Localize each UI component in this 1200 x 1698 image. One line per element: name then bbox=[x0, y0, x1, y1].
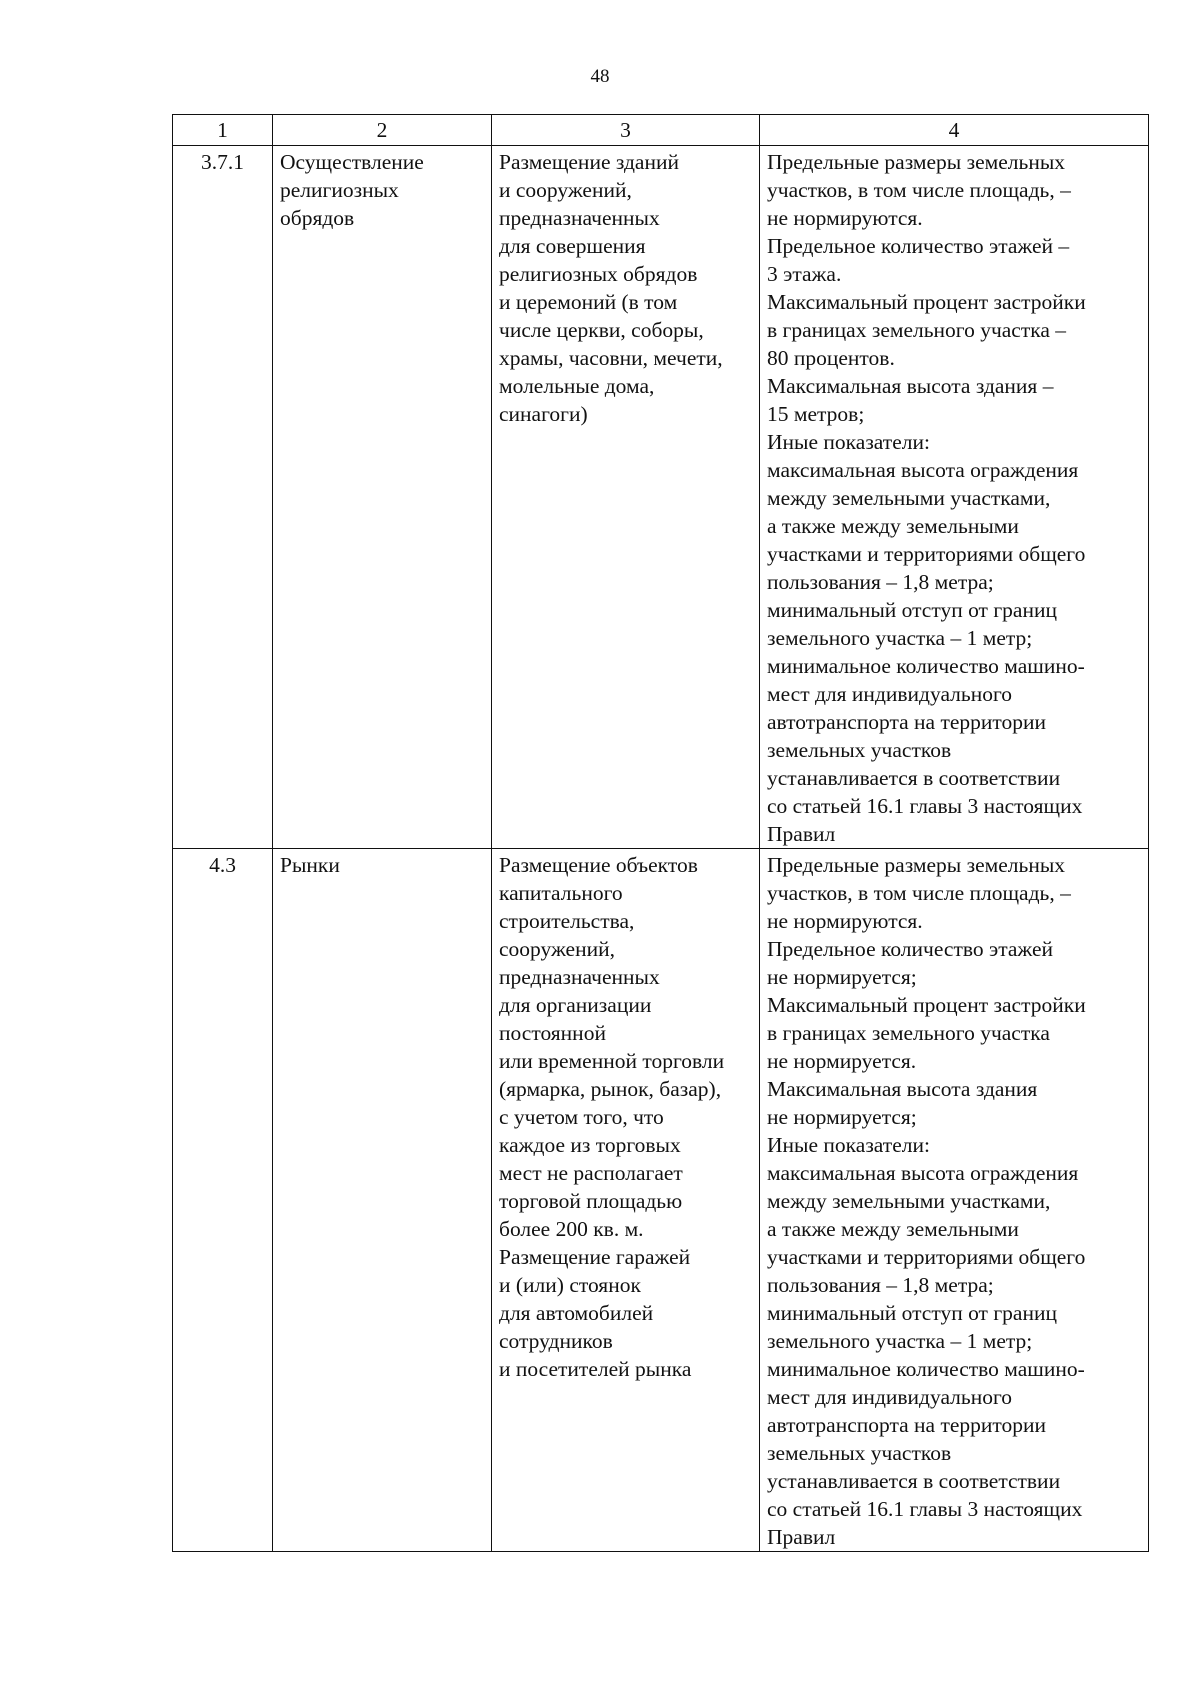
text-line: более 200 кв. м. bbox=[499, 1217, 644, 1241]
text-line: Рынки bbox=[280, 853, 340, 877]
text-line: и сооружений, bbox=[499, 178, 632, 202]
row-name bbox=[273, 146, 492, 849]
text-line: Размещение объектов bbox=[499, 853, 698, 877]
text-line: пользования – 1,8 метра; bbox=[767, 570, 994, 594]
text-line: мест для индивидуального bbox=[767, 1385, 1013, 1409]
text-line: устанавливается в соответствии bbox=[767, 1469, 1061, 1493]
text-line: и посетителей рынка bbox=[499, 1357, 692, 1381]
text-line: земельного участка – 1 метр; bbox=[767, 626, 1033, 650]
row-parameters bbox=[760, 146, 1149, 849]
text-line: Максимальный процент застройки bbox=[767, 290, 1086, 314]
text-line: в границах земельного участка bbox=[767, 1021, 1050, 1045]
text-line: Размещение гаражей bbox=[499, 1245, 691, 1269]
text-line: Предельное количество этажей bbox=[767, 937, 1054, 961]
text-line: 80 процентов. bbox=[767, 346, 895, 370]
row-name bbox=[273, 849, 492, 1552]
text-line: или временной торговли bbox=[499, 1049, 725, 1073]
text-line: минимальное количество машино- bbox=[767, 1357, 1085, 1381]
text-line: числе церкви, соборы, bbox=[499, 318, 704, 342]
text-line: с учетом того, что bbox=[499, 1105, 664, 1129]
text-line: 3 этажа. bbox=[767, 262, 842, 286]
text-line: Иные показатели: bbox=[767, 1133, 930, 1157]
page-number: 48 bbox=[590, 66, 610, 87]
text-line: Предельные размеры земельных bbox=[767, 150, 1066, 174]
text-line: максимальная высота ограждения bbox=[767, 1161, 1079, 1185]
text-line: Правил bbox=[767, 1525, 836, 1549]
text-line: земельных участков bbox=[767, 1441, 952, 1465]
text-line: предназначенных bbox=[499, 965, 660, 989]
text-line: Размещение зданий bbox=[499, 150, 679, 174]
text-line: не нормируется; bbox=[767, 1105, 917, 1129]
text-line: участков, в том числе площадь, – bbox=[767, 178, 1071, 202]
text-line: а также между земельными bbox=[767, 514, 1019, 538]
text-line: в границах земельного участка – bbox=[767, 318, 1067, 342]
column-number-3: 3 bbox=[492, 115, 760, 146]
text-line: Осуществление bbox=[280, 150, 424, 174]
text-line: а также между земельными bbox=[767, 1217, 1019, 1241]
text-line: не нормируется. bbox=[767, 1049, 917, 1073]
text-line: автотранспорта на территории bbox=[767, 710, 1047, 734]
zoning-table bbox=[172, 114, 1149, 1552]
text-line: для организации bbox=[499, 993, 652, 1017]
column-number-2: 2 bbox=[273, 115, 492, 146]
text-line: религиозных обрядов bbox=[499, 262, 698, 286]
text-line: Максимальный процент застройки bbox=[767, 993, 1086, 1017]
text-line: не нормируются. bbox=[767, 206, 923, 230]
text-line: постоянной bbox=[499, 1021, 606, 1045]
text-line: храмы, часовни, мечети, bbox=[499, 346, 723, 370]
text-line: (ярмарка, рынок, базар), bbox=[499, 1077, 722, 1101]
text-line: Максимальная высота здания – bbox=[767, 374, 1054, 398]
text-line: для совершения bbox=[499, 234, 646, 258]
text-line: и церемоний (в том bbox=[499, 290, 678, 314]
text-line: не нормируются. bbox=[767, 909, 923, 933]
text-line: устанавливается в соответствии bbox=[767, 766, 1061, 790]
text-line: капитального bbox=[499, 881, 623, 905]
text-line: максимальная высота ограждения bbox=[767, 458, 1079, 482]
text-line: Предельные размеры земельных bbox=[767, 853, 1066, 877]
text-line: сооружений, bbox=[499, 937, 615, 961]
text-line: синагоги) bbox=[499, 402, 588, 426]
text-line: участков, в том числе площадь, – bbox=[767, 881, 1071, 905]
text-line: земельных участков bbox=[767, 738, 952, 762]
text-line: мест не располагает bbox=[499, 1161, 683, 1185]
row-code: 3.7.1 bbox=[173, 146, 273, 849]
text-line: не нормируется; bbox=[767, 965, 917, 989]
text-line: между земельными участками, bbox=[767, 1189, 1051, 1213]
text-line: автотранспорта на территории bbox=[767, 1413, 1047, 1437]
row-description bbox=[492, 146, 760, 849]
text-line: минимальный отступ от границ bbox=[767, 598, 1057, 622]
text-line: между земельными участками, bbox=[767, 486, 1051, 510]
text-line: мест для индивидуального bbox=[767, 682, 1013, 706]
table-header-row bbox=[173, 115, 1149, 146]
column-number-1: 1 bbox=[173, 115, 273, 146]
text-line: молельные дома, bbox=[499, 374, 655, 398]
text-line: минимальный отступ от границ bbox=[767, 1301, 1057, 1325]
text-line: для автомобилей bbox=[499, 1301, 654, 1325]
text-line: участками и территориями общего bbox=[767, 1245, 1086, 1269]
text-line: каждое из торговых bbox=[499, 1133, 681, 1157]
text-line: пользования – 1,8 метра; bbox=[767, 1273, 994, 1297]
text-line: торговой площадью bbox=[499, 1189, 683, 1213]
row-parameters bbox=[760, 849, 1149, 1552]
text-line: 15 метров; bbox=[767, 402, 865, 426]
table-row bbox=[173, 146, 1149, 849]
text-line: Максимальная высота здания bbox=[767, 1077, 1038, 1101]
text-line: обрядов bbox=[280, 206, 355, 230]
text-line: со статьей 16.1 главы 3 настоящих bbox=[767, 794, 1083, 818]
text-line: участками и территориями общего bbox=[767, 542, 1086, 566]
text-line: сотрудников bbox=[499, 1329, 613, 1353]
text-line: земельного участка – 1 метр; bbox=[767, 1329, 1033, 1353]
text-line: со статьей 16.1 главы 3 настоящих bbox=[767, 1497, 1083, 1521]
text-line: Правил bbox=[767, 822, 836, 846]
text-line: строительства, bbox=[499, 909, 635, 933]
table-row bbox=[173, 849, 1149, 1552]
text-line: Иные показатели: bbox=[767, 430, 930, 454]
column-number-4: 4 bbox=[760, 115, 1149, 146]
text-line: религиозных bbox=[280, 178, 399, 202]
text-line: и (или) стоянок bbox=[499, 1273, 641, 1297]
text-line: предназначенных bbox=[499, 206, 660, 230]
row-code: 4.3 bbox=[173, 849, 273, 1552]
text-line: минимальное количество машино- bbox=[767, 654, 1085, 678]
row-description bbox=[492, 849, 760, 1552]
text-line: Предельное количество этажей – bbox=[767, 234, 1070, 258]
